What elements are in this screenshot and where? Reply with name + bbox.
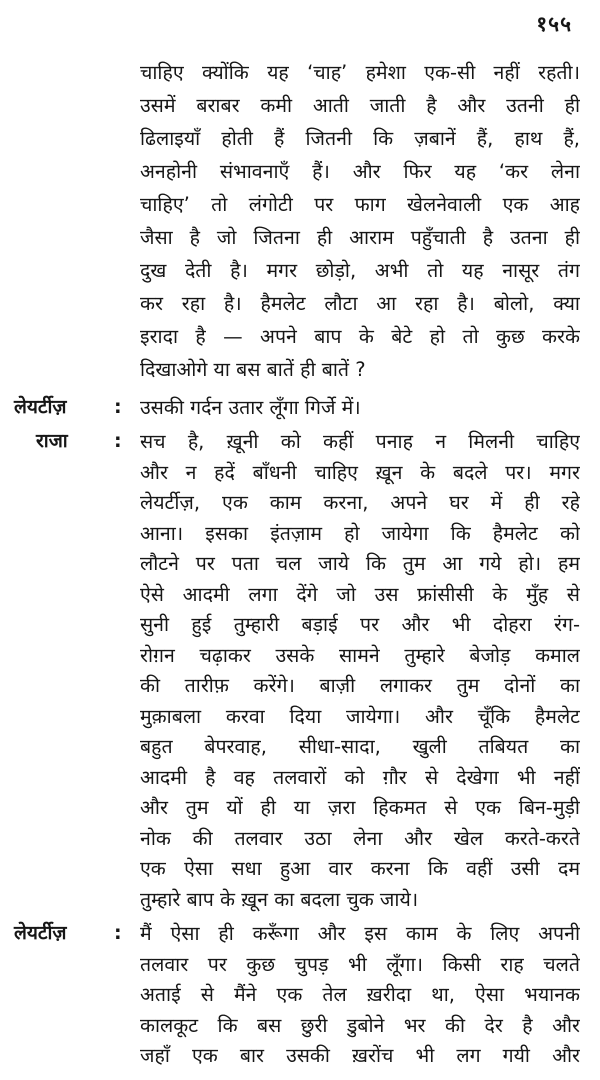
- text-line: दिखाओगे या बस बातें ही बातें ?: [140, 358, 366, 381]
- text-line: तलवार पर कुछ चुपड़ भी लूँगा। किसी राह चलते: [140, 952, 580, 976]
- text-line: लेयर्टीज़, एक काम करना, अपने घर में ही रहे: [140, 491, 580, 514]
- text-line: कर रहा है। हैमलेट लौटा आ रहा है। बोलो, क्या: [140, 292, 580, 315]
- text-line: और न हदें बाँधनी चाहिए ख़ून के बदले पर। मगर: [140, 460, 580, 484]
- page-number: १५५: [536, 12, 572, 36]
- text-line: ढिलाइयाँ होती हैं जितनी कि ज़बानें हैं, हाथ हैं,: [140, 127, 580, 150]
- text-line: कालकूट कि बस छुरी डुबोने भर की देर है और: [140, 1013, 580, 1037]
- text-line: और तुम यों ही या ज़रा हिकमत से एक बिन-मुड़ी: [140, 796, 580, 819]
- text-line: सुनी हुई तुम्हारी बड़ाई पर और भी दोहरा रंग-: [140, 613, 580, 636]
- text-line: ऐसे आदमी लगा देंगे जो उस फ्रांसीसी के मुँह से: [140, 582, 580, 606]
- speaker-colon: :: [114, 430, 122, 452]
- text-line: नोक की तलवार उठा लेना और खेल करते-करते: [140, 826, 580, 850]
- text-line: इरादा है — अपने बाप के बेटे हो तो कुछ करके: [140, 325, 580, 348]
- text-line: की तारीफ़ करेंगे। बाज़ी लगाकर तुम दोनों का: [140, 674, 580, 697]
- speaker-colon: :: [114, 922, 122, 944]
- speaker-name: लेयर्टीज़: [14, 396, 67, 418]
- text-line: उसकी गर्दन उतार लूँगा गिर्जे में।: [140, 396, 361, 419]
- text-line: अताई से मैंने एक तेल ख़रीदा था, ऐसा भयानक: [140, 983, 580, 1006]
- text-line: रोग़न चढ़ाकर उसके सामने तुम्हारे बेजोड़ कमाल: [140, 643, 580, 667]
- speaker-colon: :: [114, 396, 122, 418]
- text-line: एक ऐसा सधा हुआ वार करना कि वहीं उसी दम: [140, 857, 580, 880]
- text-line: लौटने पर पता चल जाये कि तुम आ गये हो। हम: [140, 552, 580, 575]
- text-line: तुम्हारे बाप के ख़ून का बदला चुक जाये।: [140, 887, 419, 911]
- text-line: मुक़ाबला करवा दिया जायेगा। और चूँकि हैमलेट: [140, 704, 580, 728]
- text-line: जैसा है जो जितना ही आराम पहुँचाती है उतना ही: [140, 226, 580, 249]
- speaker-name: राजा: [36, 430, 68, 452]
- text-line: दुख देती है। मगर छोड़ो, अभी तो यह नासूर तंग: [140, 259, 580, 282]
- speaker-name: लेयर्टीज़: [14, 922, 67, 944]
- text-line: आदमी है वह तलवारों को ग़ौर से देखेगा भी नहीं: [140, 765, 580, 789]
- text-line: उसमें बराबर कमी आती जाती है और उतनी ही: [140, 94, 580, 117]
- text-line: सच है, ख़ूनी को कहीं पनाह न मिलनी चाहिए: [140, 430, 580, 453]
- text-line: मैं ऐसा ही करूँगा और इस काम के लिए अपनी: [140, 922, 580, 945]
- text-line: चाहिए’ तो लंगोटी पर फाग खेलनेवाली एक आह: [140, 193, 580, 216]
- text-line: जहाँ एक बार उसकी ख़रोंच भी लग गयी और: [140, 1044, 580, 1067]
- text-line: आना। इसका इंतज़ाम हो जायेगा कि हैमलेट को: [140, 521, 580, 545]
- text-line: चाहिए क्योंकि यह ‘चाह’ हमेशा एक-सी नहीं रहती।: [140, 61, 580, 84]
- text-line: बहुत बेपरवाह, सीधा-सादा, खुली तबियत का: [140, 735, 580, 758]
- text-line: अनहोनी संभावनाएँ हैं। और फिर यह ‘कर लेना: [140, 160, 580, 183]
